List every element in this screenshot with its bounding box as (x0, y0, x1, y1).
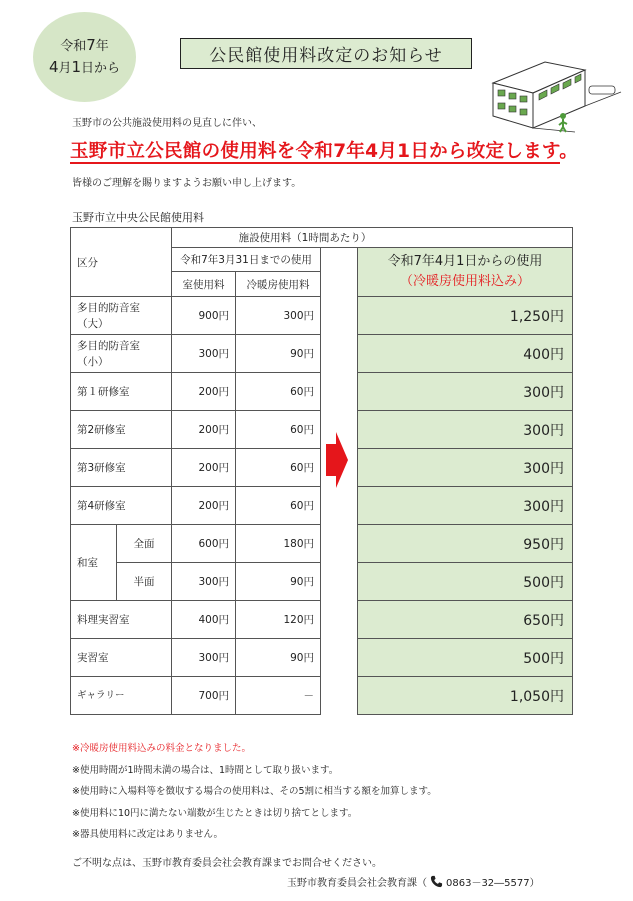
new-fee-header-line2: （冷暖房使用料込み） (399, 274, 530, 289)
new-fee: 500円 (358, 563, 573, 601)
note-item: ※使用時間が1時間未満の場合は、1時間として取り扱います。 (72, 764, 339, 776)
intro-text: 玉野市の公共施設使用料の見直しに伴い、 (72, 118, 262, 129)
room-name: 第3研修室 (71, 449, 172, 487)
room-fee: 200円 (172, 411, 236, 449)
notes (72, 738, 437, 846)
room-fee-header: 室使用料 (172, 272, 236, 297)
new-fee: 500円 (358, 639, 573, 677)
badge-line-2: 4月1日から (48, 58, 121, 76)
date-badge (33, 12, 136, 102)
room-name: 第2研修室 (71, 411, 172, 449)
new-fee-header-line1: 令和7年4月1日からの使用 (387, 254, 543, 269)
room-name: 全面 (117, 525, 172, 563)
room-name: 第１研修室 (71, 373, 172, 411)
room-fee: 200円 (172, 487, 236, 525)
aircon-fee: 120円 (236, 601, 321, 639)
aircon-fee: 90円 (236, 335, 321, 373)
aircon-fee: 90円 (236, 639, 321, 677)
category-header: 区分 (71, 228, 172, 297)
fee-table (70, 227, 573, 715)
room-fee: 200円 (172, 449, 236, 487)
room-name: 料理実習室 (71, 601, 172, 639)
contact-text: ご不明な点は、玉野市教育委員会社会教育課までお問合せください。 (72, 858, 382, 869)
headline-underline (70, 162, 560, 164)
note-item: ※器具使用料に改定はありません。 (72, 829, 224, 840)
aircon-fee: － (236, 677, 321, 715)
right-arrow-icon (326, 432, 348, 488)
new-fee-header (358, 248, 573, 297)
new-fee: 1,250円 (358, 297, 573, 335)
header-row-1 (71, 228, 573, 248)
room-fee: 700円 (172, 677, 236, 715)
room-fee: 300円 (172, 639, 236, 677)
facility-fee-header: 施設使用料（1時間あたり） (172, 228, 573, 248)
room-name: 半面 (117, 563, 172, 601)
page-title: 公民館使用料改定のお知らせ (180, 38, 472, 69)
room-fee: 600円 (172, 525, 236, 563)
office-contact (287, 874, 540, 889)
new-fee: 650円 (358, 601, 573, 639)
aircon-fee: 60円 (236, 487, 321, 525)
office-name: 玉野市教育委員会社会教育課（ (287, 878, 427, 889)
new-fee: 300円 (358, 411, 573, 449)
room-fee: 300円 (172, 335, 236, 373)
aircon-fee: 60円 (236, 373, 321, 411)
note-item: ※使用時に入場料等を徴収する場合の使用料は、その5割に相当する額を加算します。 (72, 786, 437, 797)
room-name: 実習室 (71, 639, 172, 677)
room-name: 多目的防音室 （小） (71, 335, 172, 373)
new-fee: 300円 (358, 449, 573, 487)
new-fee: 400円 (358, 335, 573, 373)
new-fee: 950円 (358, 525, 573, 563)
until-header: 令和7年3月31日までの使用 (172, 248, 321, 272)
headline: 玉野市立公民館の使用料を令和7年4月1日から改定します。 (70, 141, 579, 162)
new-fee: 300円 (358, 487, 573, 525)
badge-line-1: 令和7年 (60, 36, 109, 54)
aircon-fee: 300円 (236, 297, 321, 335)
room-fee: 900円 (172, 297, 236, 335)
room-fee: 300円 (172, 563, 236, 601)
phone-number: 0863－32―5577） (446, 878, 540, 889)
aircon-fee: 60円 (236, 449, 321, 487)
aircon-fee: 180円 (236, 525, 321, 563)
room-name: 多目的防音室 （大） (71, 297, 172, 335)
room-fee: 400円 (172, 601, 236, 639)
phone-icon (430, 875, 443, 888)
room-name: ギャラリー (71, 677, 172, 715)
note-item: ※冷暖房使用料込みの料金となりました。 (72, 743, 251, 754)
room-name: 第4研修室 (71, 487, 172, 525)
room-group-name: 和室 (71, 525, 117, 601)
room-fee: 200円 (172, 373, 236, 411)
aircon-fee-header: 冷暖房使用料 (236, 272, 321, 297)
aircon-fee: 90円 (236, 563, 321, 601)
note-item: ※使用料に10円に満たない端数が生じたときは切り捨てとします。 (72, 807, 358, 819)
new-fee: 1,050円 (358, 677, 573, 715)
aircon-fee: 60円 (236, 411, 321, 449)
table-title: 玉野市立中央公民館使用料 (72, 211, 204, 224)
new-fee: 300円 (358, 373, 573, 411)
request-text: 皆様のご理解を賜りますようお願い申し上げます。 (72, 178, 302, 189)
building-illustration (485, 48, 625, 134)
